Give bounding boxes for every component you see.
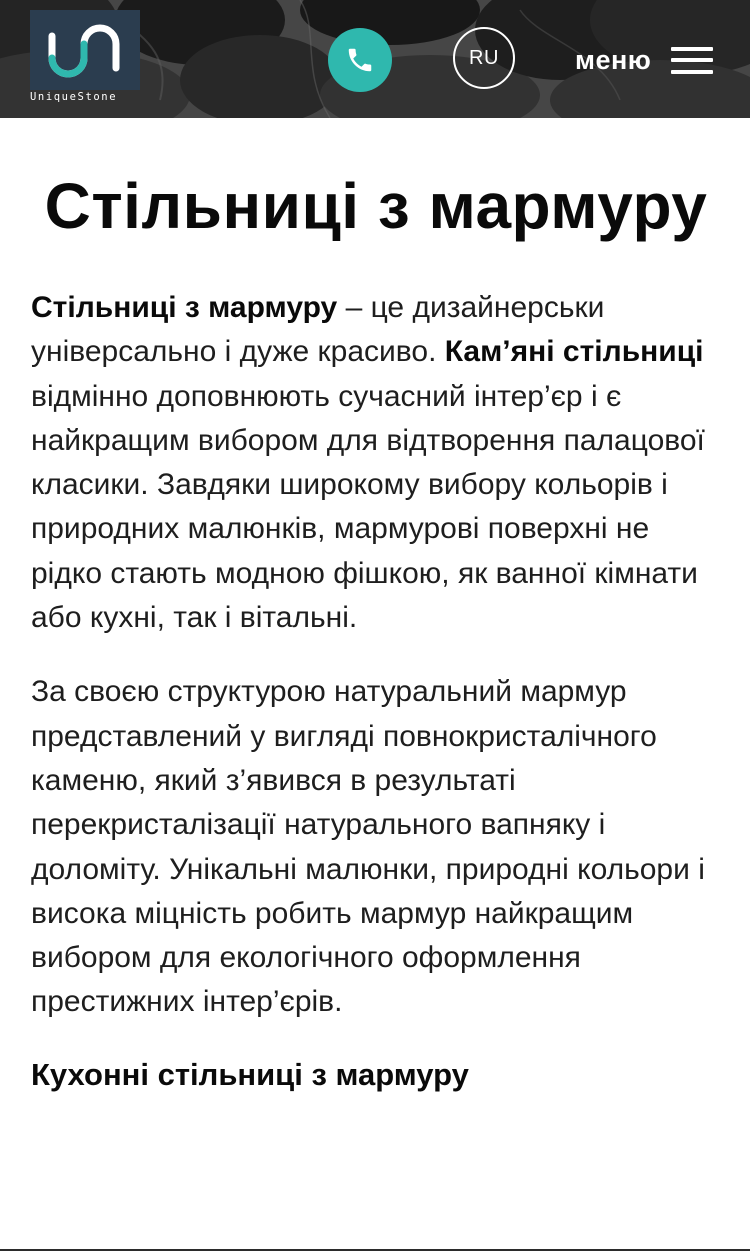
- structure-paragraph: За своєю структурою натуральний мармур представлений у вигляді повнокристалічного каменю, який з’явився в результаті перекристалізації натурального вапняку і доломіту. Унікальні малюнки, природні кольори і висока міцність робить мармур найкращим вибором для екологічного оформлення престижних інтер’єрів.: [31, 675, 705, 1019]
- intro-bold-lead: Стільниці з мармуру: [31, 291, 338, 324]
- section-heading-kitchen: Кухонні стільниці з мармуру: [31, 1056, 469, 1092]
- site-logo[interactable]: [30, 10, 140, 105]
- uniquestone-logo-icon: [30, 10, 140, 90]
- site-header: [0, 0, 750, 118]
- article-content: [31, 160, 721, 1097]
- phone-button[interactable]: [328, 28, 392, 92]
- page-title: Стільниці з мармуру: [44, 170, 708, 242]
- intro-text-b: відмінно доповнюють сучасний інтер’єр і є найкращим вибором для відтворення палацової класики. Завдяки широкому вибору кольорів і природних малюнків, мармурові поверхні не рідко стають модною фішкою, як ванної кімнати або кухні, так і вітальні.: [31, 379, 705, 635]
- phone-icon: [345, 45, 375, 75]
- intro-bold-mid: Кам’яні стільниці: [444, 335, 704, 369]
- menu-button[interactable]: [575, 40, 713, 80]
- hamburger-menu-icon: [671, 44, 713, 76]
- logo-mark: [30, 10, 140, 90]
- menu-label: меню: [575, 44, 652, 75]
- intro-text-a: – це дизайнерськи універсально і дуже красиво.: [31, 291, 605, 369]
- intro-paragraph: [31, 286, 721, 640]
- bottom-divider: [0, 1249, 750, 1251]
- language-switch-button[interactable]: RU: [453, 27, 515, 89]
- logo-wordmark: UniqueStone: [30, 91, 118, 103]
